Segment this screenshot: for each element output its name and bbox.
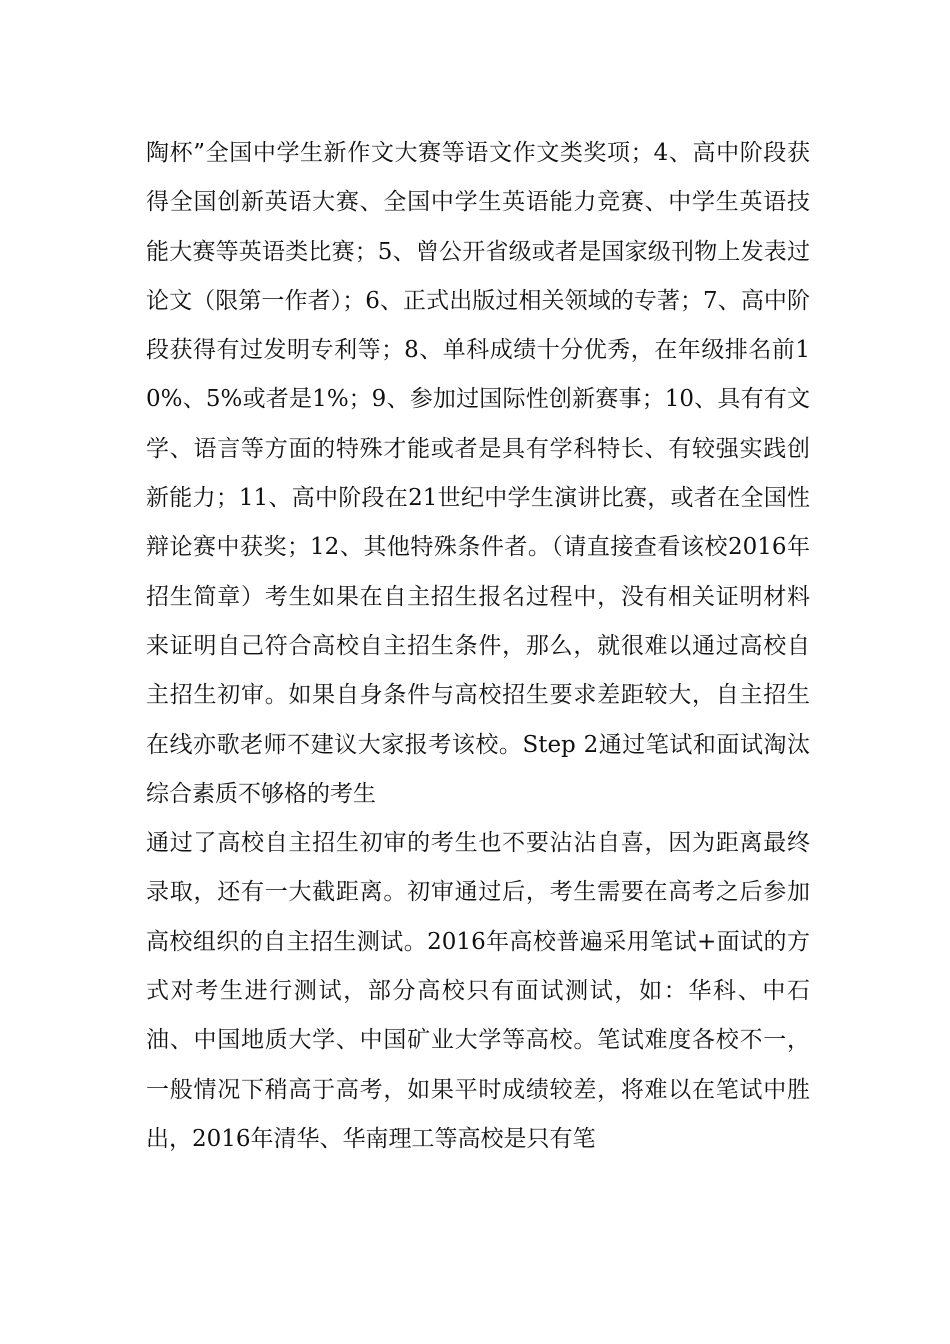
paragraph-1: 陶杯”全国中学生新作文大赛等语文作文类奖项；4、高中阶段获得全国创新英语大赛、全国中学生英语能力竞赛、中学生英语技能大赛等英语类比赛；5、曾公开省级或者是国家级刊物上发表过论文（限第一作者）；6、正式出版过相关领域的专著；7、高中阶段获得有过发明专利等；8、单科成绩十分优秀，在年级排名前10%、5%或者是1%；9、参加过国际性创新赛事；10、具有有文学、语言等方面的特殊才能或者是具有学科特长、有较强实践创新能力；11、高中阶段在21世纪中学生演讲比赛，或者在全国性辩论赛中获奖；12、其他特殊条件者。（请直接查看该校2016年招生简章）考生如果在自主招生报名过程中，没有相关证明材料来证明自己符合高校自主招生条件，那么，就很难以通过高校自主招生初审。如果自身条件与高校招生要求差距较大，自主招生在线亦歌老师不建议大家报考该校。Step 2通过笔试和面试淘汰综合素质不够格的考生 xyxy=(146,140,810,807)
document-body xyxy=(146,129,810,1164)
paragraph-2: 通过了高校自主招生初审的考生也不要沾沾自喜，因为距离最终录取，还有一大截距离。初审通过后，考生需要在高考之后参加高校组织的自主招生测试。2016年高校普遍采用笔试+面试的方式对考生进行测试，部分高校只有面试测试，如：华科、中石油、中国地质大学、中国矿业大学等高校。笔试难度各校不一，一般情况下稍高于高考，如果平时成绩较差，将难以在笔试中胜出，2016年清华、华南理工等高校是只有笔 xyxy=(146,830,810,1152)
